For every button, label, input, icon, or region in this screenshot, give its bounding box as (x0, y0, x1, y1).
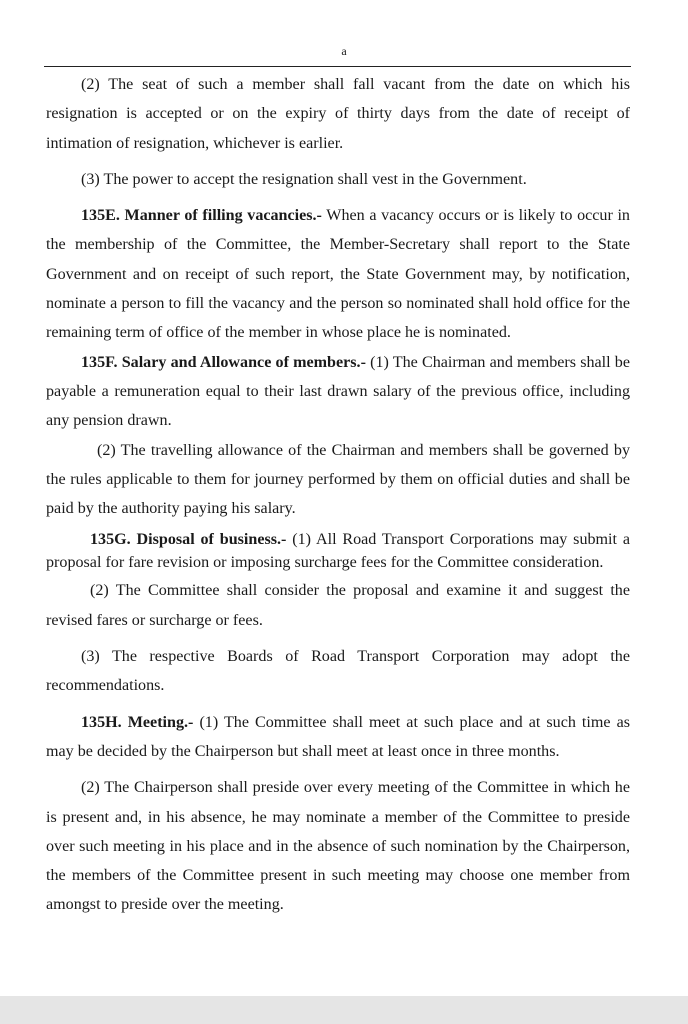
paragraph-resignation-vacancy: (2) The seat of such a member shall fall vacant from the date on which his resignation is accepted or on the expiry of thirty days from the date of receipt of intimation of resignation, whichever is earlier. (46, 76, 630, 152)
section-135f-body: (1) The Chairman and members shall be payable a remuneration equal to their last drawn salary of the previous office, including any pension drawn. (46, 353, 630, 430)
section-135g-body: (1) All Road Transport Corporations may submit a proposal for fare revision or imposing surcharge fees for the Committee consideration. (46, 531, 630, 571)
paragraph-power-to-accept: (3) The power to accept the resignation shall vest in the Government. (81, 170, 527, 188)
paragraph-boards-adopt: (3) The respective Boards of Road Transport Corporation may adopt the recommendations. (46, 648, 630, 695)
page-number: a (341, 44, 347, 58)
section-135h-heading: 135H. Meeting.- (81, 713, 194, 731)
section-135h (46, 708, 630, 767)
section-135e-body: When a vacancy occurs or is likely to occur in the membership of the Committee, the Member-Secretary shall report to the State Government and on receipt of such report, the State Government may, by notification, nominate a person to fill the vacancy and the person so nominated shall hold office for the remaining term of office of the member in whose place he is nominated. (46, 207, 630, 342)
paragraph-chairperson-presides: (2) The Chairperson shall preside over every meeting of the Committee in which he is present and, in his absence, he may nominate a member of the Committee to preside over such meeting in his place and in the absence of such nomination by the Chairperson, the members of the Committee present in such meeting may choose one member from amongst to preside over the meeting. (46, 779, 630, 914)
section-135f-heading: 135F. Salary and Allowance of members.- (81, 353, 366, 371)
section-135e (46, 201, 630, 347)
section-135e-heading: 135E. Manner of filling vacancies.- (81, 207, 322, 225)
viewer-bottom-bar (0, 996, 688, 1024)
header-rule (44, 66, 631, 67)
document-body (46, 70, 630, 920)
section-135h-body: (1) The Committee shall meet at such place and at such time as may be decided by the Chairperson but shall meet at least once in three months. (46, 713, 630, 760)
paragraph-committee-proposal: (2) The Committee shall consider the proposal and examine it and suggest the revised fares or surcharge or fees. (46, 582, 630, 629)
section-135g (46, 529, 630, 574)
section-135f (46, 348, 630, 436)
paragraph-travelling-allowance: (2) The travelling allowance of the Chairman and members shall be governed by the rules applicable to them for journey performed by them on official duties and shall be paid by the authority paying his salary. (46, 441, 630, 518)
section-135g-heading: 135G. Disposal of business.- (90, 531, 287, 549)
